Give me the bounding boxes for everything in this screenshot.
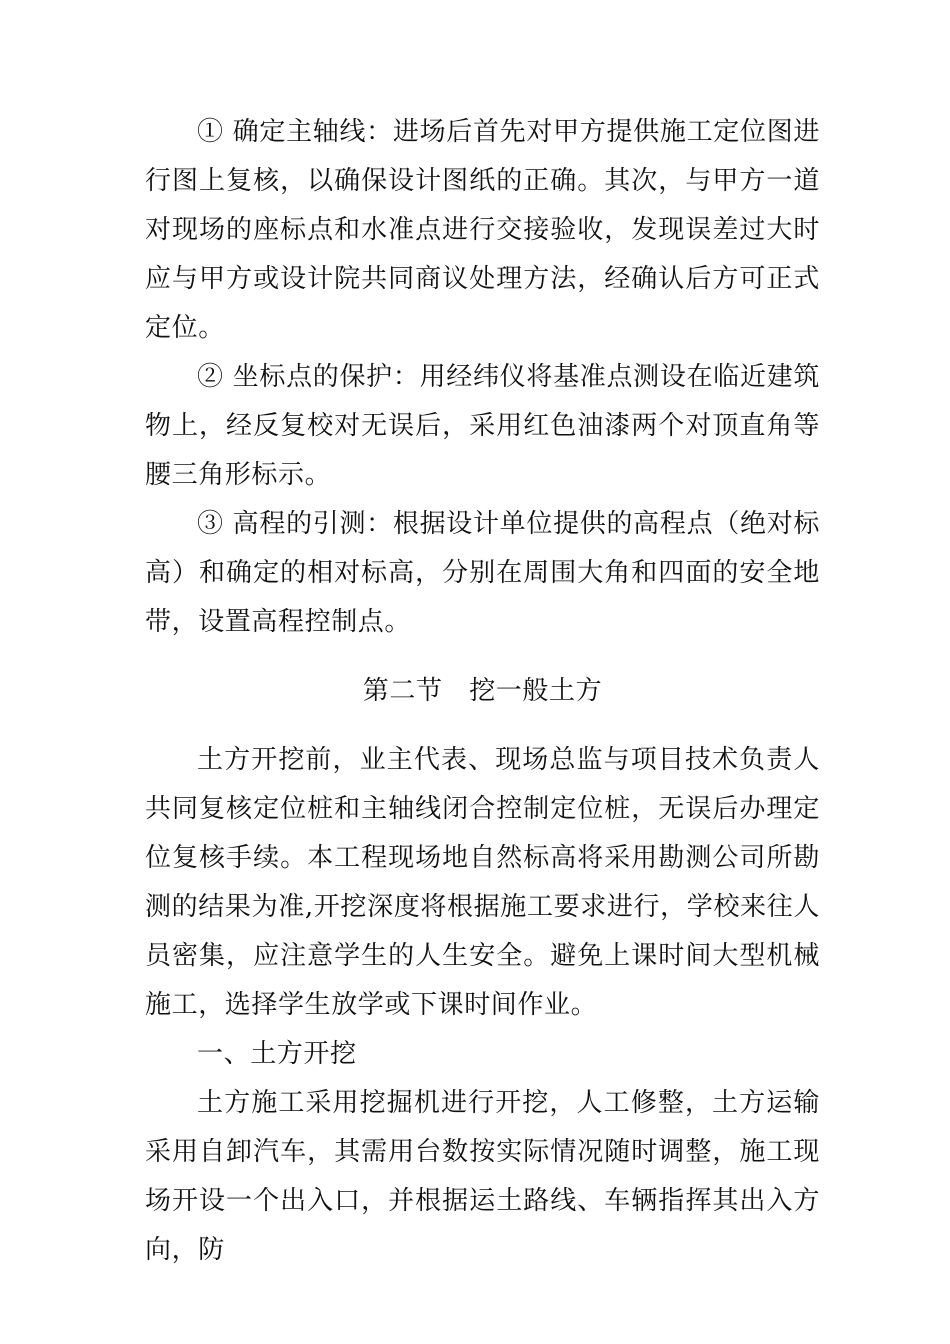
paragraph-coordinate-protection: ② 坐标点的保护：用经纬仪将基准点测设在临近建筑物上，经反复校对无误后，采用红色油漆两个对顶直角等腰三角形标示。 xyxy=(145,362,820,490)
paragraph-excavation-intro: 土方开挖前，业主代表、现场总监与项目技术负责人共同复核定位桩和主轴线闭合控制定位桩，无误后办理定位复核手续。本工程现场地自然标高将采用勘测公司所勘测的结果为准,开挖深度将根据施工要求进行，学校来往人员密集，应注意学生的人生安全。避免上课时间大型机械施工，选择学生放学或下课时间作业。 xyxy=(145,745,820,1020)
paragraph-main-axis: ① 确定主轴线：进场后首先对甲方提供施工定位图进行图上复核，以确保设计图纸的正确。其次，与甲方一道对现场的座标点和水准点进行交接验收，发现误差过大时应与甲方或设计院共同商议处理方法，经确认后方可正式定位。 xyxy=(145,117,820,343)
paragraph-elevation-survey: ③ 高程的引测：根据设计单位提供的高程点（绝对标高）和确定的相对标高，分别在周围大角和四面的安全地带，设置高程控制点。 xyxy=(145,509,820,637)
paragraph-excavation-method: 土方施工采用挖掘机进行开挖，人工修整，土方运输采用自卸汽车，其需用台数按实际情况随时调整，施工现场开设一个出入口，并根据运土路线、车辆指挥其出入方向，防 xyxy=(145,1088,820,1265)
section-heading: 第二节 挖一般土方 xyxy=(362,676,603,706)
subheading-excavation: 一、土方开挖 xyxy=(197,1039,357,1069)
document-body xyxy=(145,108,820,1275)
